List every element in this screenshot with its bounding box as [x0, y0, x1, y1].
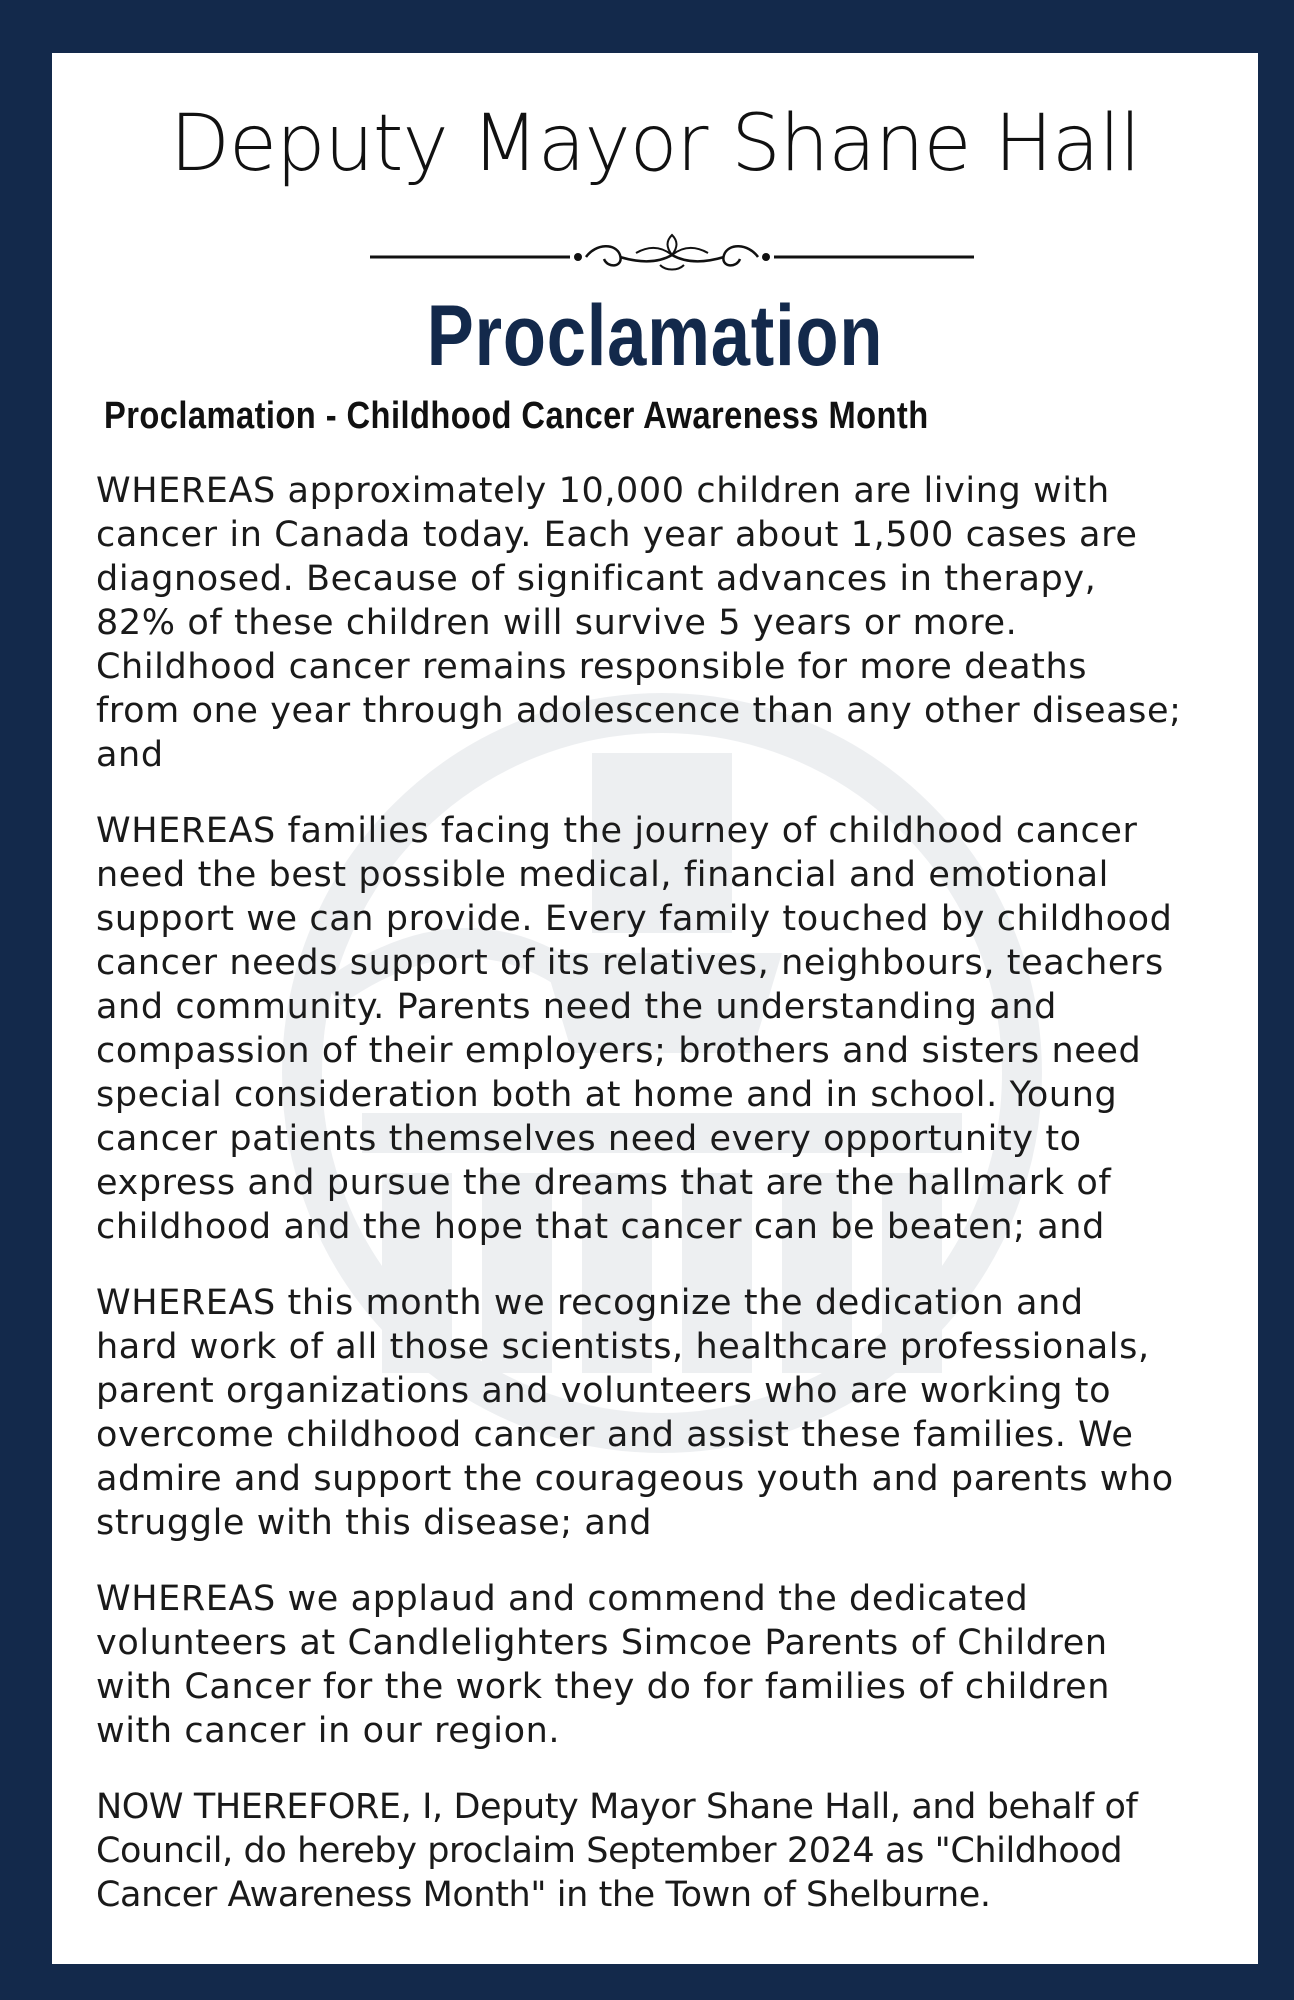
- proclamation-card: [52, 53, 1258, 1964]
- whereas-paragraph-4: WHEREAS we applaud and commend the dedicated volunteers at Candlelighters Simcoe Parents of Children with Cancer for the work they do for families of children with cancer in our region.: [96, 1579, 1111, 1751]
- now-therefore-paragraph: NOW THEREFORE, I, Deputy Mayor Shane Hall, and behalf of Council, do hereby proclaim September 2024 as "Childhood Cancer Awareness Month" in the Town of Shelburne.: [96, 1787, 1138, 1915]
- whereas-paragraph-2: WHEREAS families facing the journey of childhood cancer need the best possible medical, financial and emotional support we can provide. Every family touched by childhood cancer needs support of its relatives, neighbours, teachers and community. Parents need the understanding and compassion of their employers; brothers and sisters need special consideration both at home and in school. Young cancer patients themselves need every opportunity to express and pursue the dreams that are the hallmark of childhood and the hope that cancer can be beaten; and: [96, 811, 1173, 1247]
- proclamation-subject: Proclamation - Childhood Cancer Awareness Month: [104, 395, 929, 437]
- whereas-paragraph-1: WHEREAS approximately 10,000 children are living with cancer in Canada today. Each year about 1,500 cases are diagnosed. Because of significant advances in therapy, 82% of these children will survive 5 years or more. Childhood cancer remains responsible for more deaths from one year through adolescence than any other disease; and: [96, 471, 1182, 775]
- whereas-paragraph-3: WHEREAS this month we recognize the dedication and hard work of all those scientists, healthcare professionals, parent organizations and volunteers who are working to overcome childhood cancer and assist these families. We admire and support the courageous youth and parents who struggle with this disease; and: [96, 1283, 1174, 1543]
- document-title: Proclamation: [426, 288, 884, 384]
- proclamation-body: [96, 469, 1226, 1949]
- ornamental-divider: [370, 233, 974, 275]
- office-heading: Deputy Mayor Shane Hall: [169, 99, 1141, 189]
